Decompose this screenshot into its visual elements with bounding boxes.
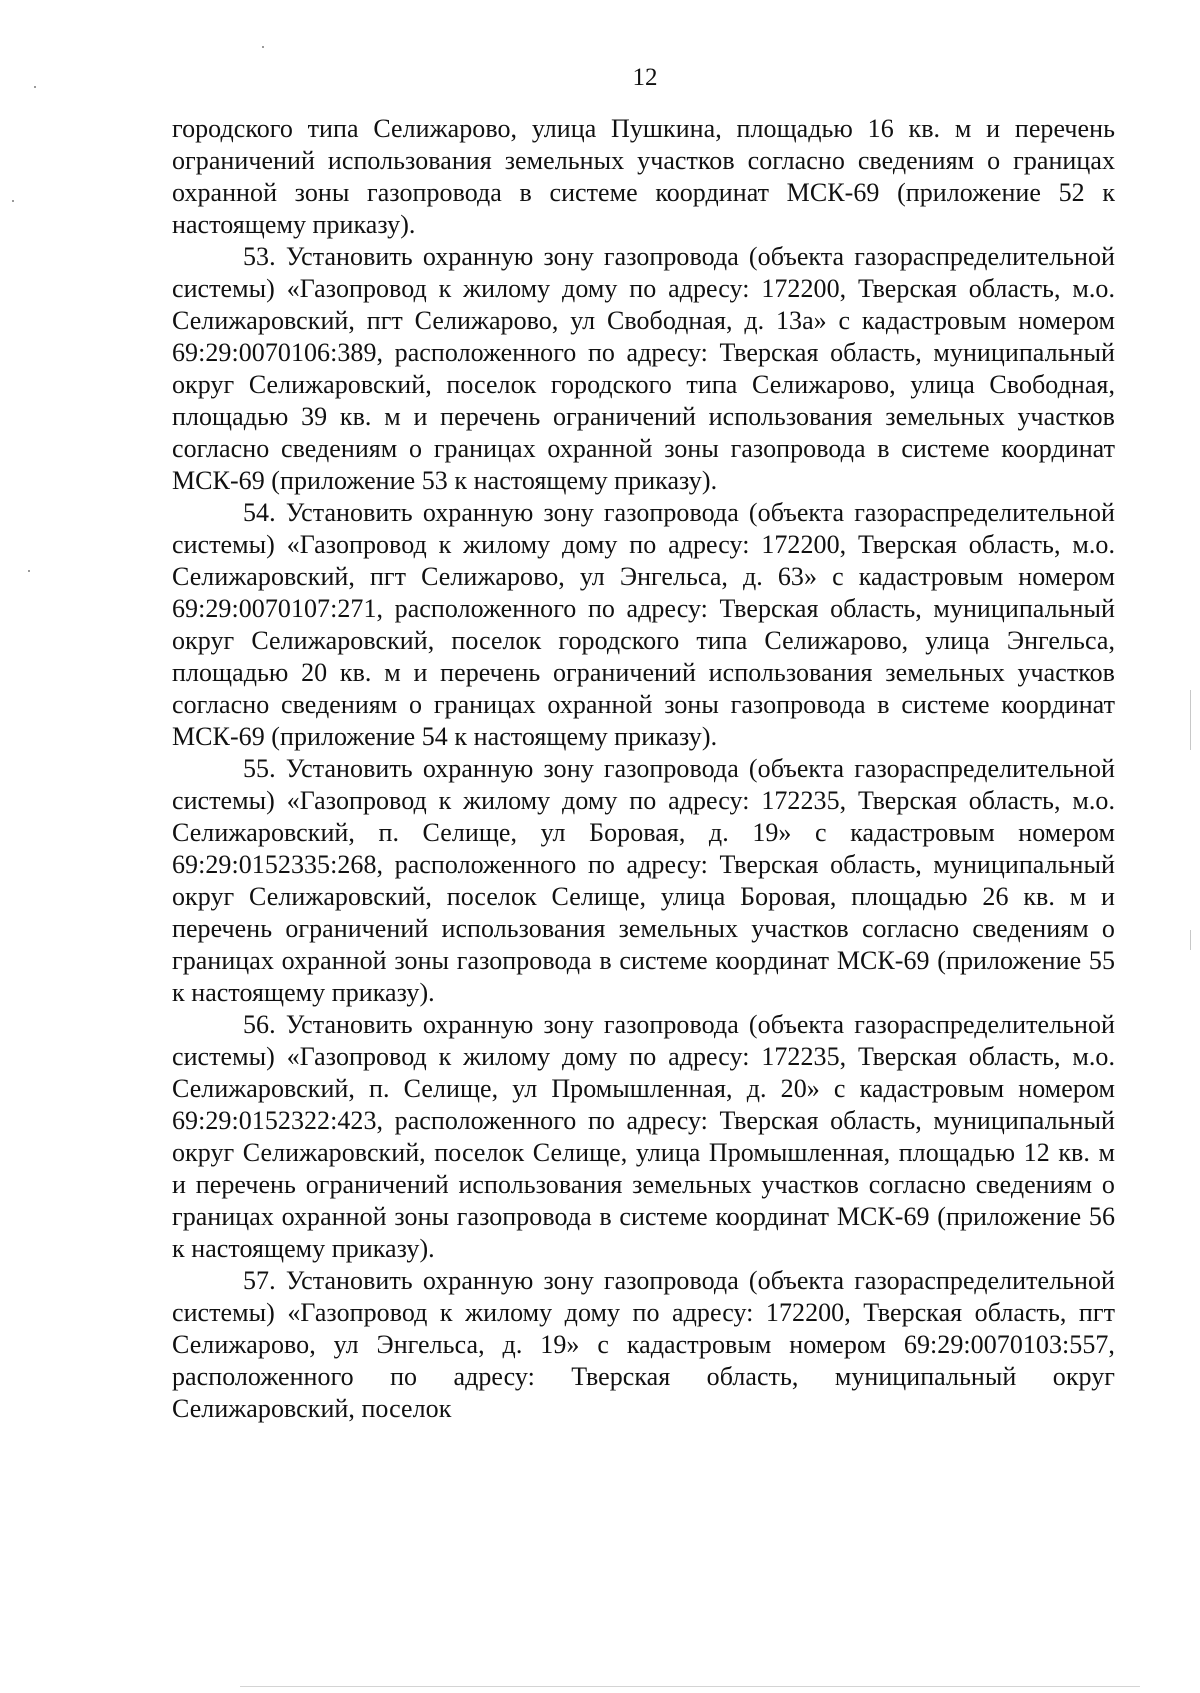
paragraph-number: 55. — [243, 754, 276, 783]
paragraph-text: городского типа Селижарово, улица Пушкина, площадью 16 кв. м и перечень ограничений использования земельных участков согласно сведениям о границах охранной зоны газопровода в системе координат МСК-69 (приложение 52 к настоящему приказу). — [172, 114, 1115, 239]
paragraph-56 — [172, 1009, 1115, 1265]
document-body — [172, 113, 1115, 1425]
paragraph-54 — [172, 497, 1115, 753]
paragraph-number: 56. — [243, 1010, 276, 1039]
paragraph-text: Установить охранную зону газопровода (объекта газораспределительной системы) «Газопровод к жилому дому по адресу: 172200, Тверская область, м.о. Селижаровский, пгт Селижарово, ул Энгельса, д. 63» с кадастровым номером 69:29:0070107:271, расположенного по адресу: Тверская область, муниципальный округ Селижаровский, поселок городского типа Селижарово, улица Энгельса, площадью 20 кв. м и перечень ограничений использования земельных участков согласно сведениям о границах охранной зоны газопровода в системе координат МСК-69 (приложение 54 к настоящему приказу). — [172, 498, 1115, 751]
scan-speck — [1190, 690, 1191, 750]
paragraph-53 — [172, 241, 1115, 497]
paragraph-57 — [172, 1265, 1115, 1425]
paragraph-text: Установить охранную зону газопровода (объекта газораспределительной системы) «Газопровод к жилому дому по адресу: 172200, Тверская область, пгт Селижарово, ул Энгельса, д. 19» с кадастровым номером 69:29:0070103:557, расположенного по адресу: Тверская область, муниципальный округ Селижаровский, поселок — [172, 1266, 1115, 1423]
page-number: 12 — [632, 64, 658, 91]
scan-edge — [240, 1686, 1140, 1687]
scan-speck — [1190, 930, 1191, 950]
paragraph-number: 54. — [243, 498, 276, 527]
scan-speck — [262, 46, 264, 48]
paragraph-continuation — [172, 113, 1115, 241]
scan-speck — [12, 200, 14, 202]
scan-speck — [34, 86, 36, 88]
paragraph-text: Установить охранную зону газопровода (объекта газораспределительной системы) «Газопровод к жилому дому по адресу: 172235, Тверская область, м.о. Селижаровский, п. Селище, ул Промышленная, д. 20» с кадастровым номером 69:29:0152322:423, расположенного по адресу: Тверская область, муниципальный округ Селижаровский, поселок Селище, улица Промышленная, площадью 12 кв. м и перечень ограничений использования земельных участков согласно сведениям о границах охранной зоны газопровода в системе координат МСК-69 (приложение 56 к настоящему приказу). — [172, 1010, 1115, 1263]
scan-speck — [28, 570, 30, 572]
paragraph-number: 53. — [243, 242, 276, 271]
paragraph-text: Установить охранную зону газопровода (объекта газораспределительной системы) «Газопровод к жилому дому по адресу: 172200, Тверская область, м.о. Селижаровский, пгт Селижарово, ул Свободная, д. 13а» с кадастровым номером 69:29:0070106:389, расположенного по адресу: Тверская область, муниципальный округ Селижаровский, поселок городского типа Селижарово, улица Свободная, площадью 39 кв. м и перечень ограничений использования земельных участков согласно сведениям о границах охранной зоны газопровода в системе координат МСК-69 (приложение 53 к настоящему приказу). — [172, 242, 1115, 495]
paragraph-number: 57. — [243, 1266, 276, 1295]
paragraph-55 — [172, 753, 1115, 1009]
paragraph-text: Установить охранную зону газопровода (объекта газораспределительной системы) «Газопровод к жилому дому по адресу: 172235, Тверская область, м.о. Селижаровский, п. Селище, ул Боровая, д. 19» с кадастровым номером 69:29:0152335:268, расположенного по адресу: Тверская область, муниципальный округ Селижаровский, поселок Селище, улица Боровая, площадью 26 кв. м и перечень ограничений использования земельных участков согласно сведениям о границах охранной зоны газопровода в системе координат МСК-69 (приложение 55 к настоящему приказу). — [172, 754, 1115, 1007]
